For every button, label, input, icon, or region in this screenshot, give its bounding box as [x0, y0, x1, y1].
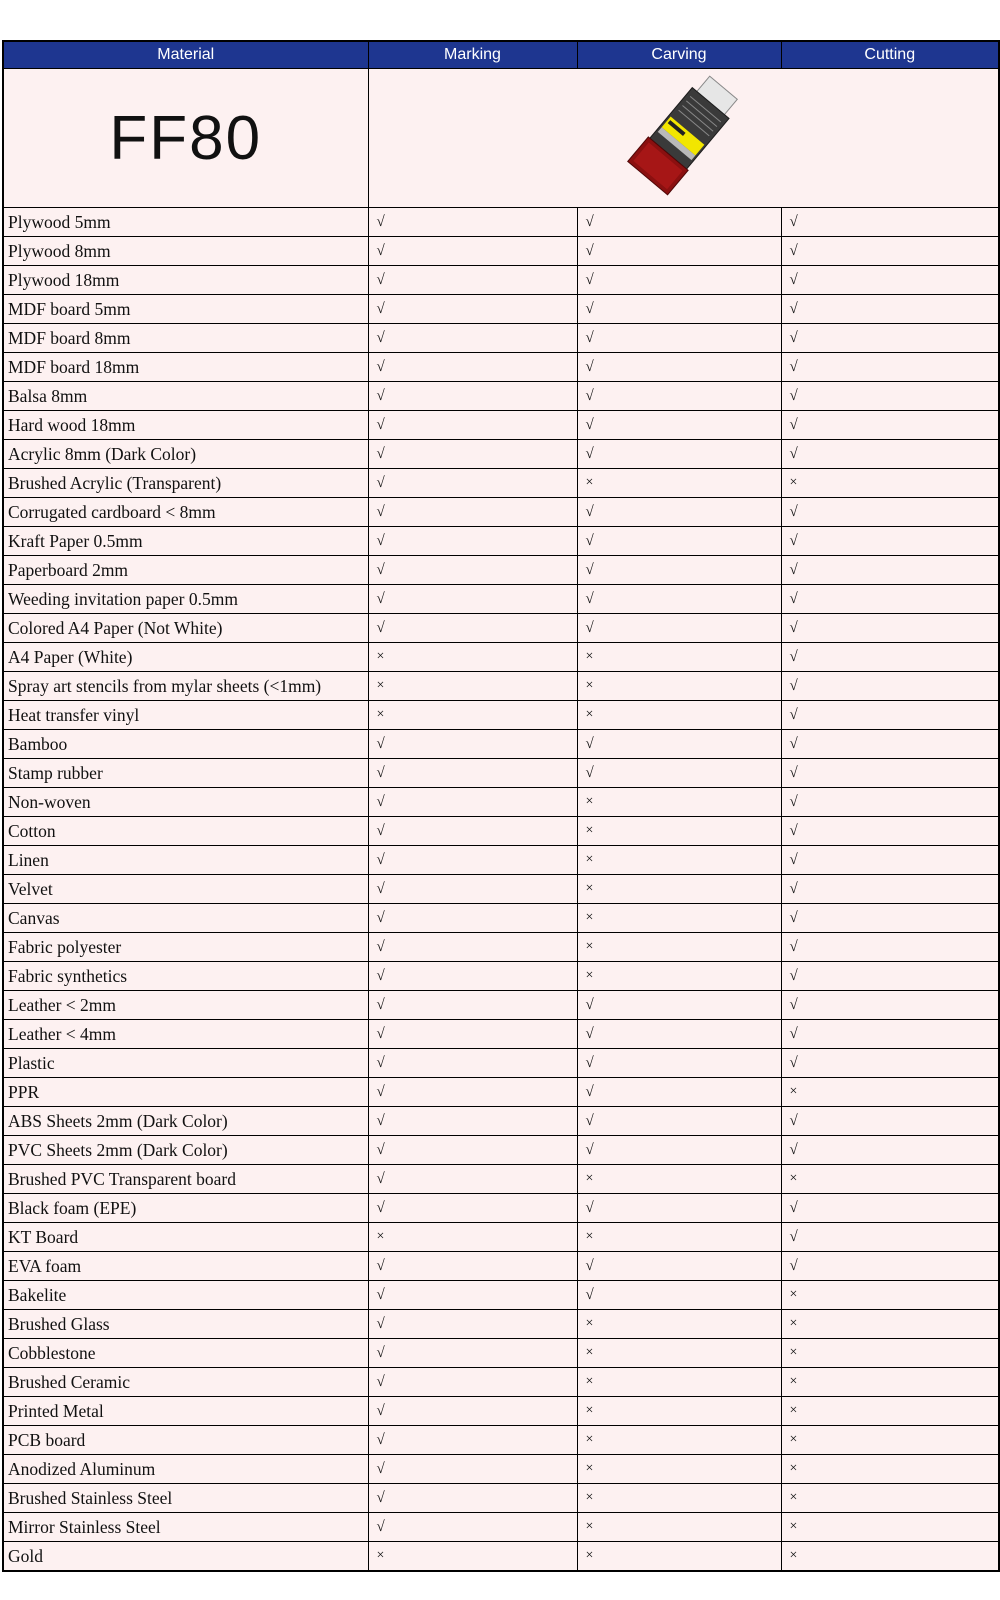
cutting-cell: ×: [781, 1368, 999, 1397]
carving-cell: ×: [577, 1542, 781, 1572]
table-row: [3, 933, 999, 962]
marking-cell: √: [368, 527, 577, 556]
carving-cell: √: [577, 1078, 781, 1107]
carving-cell: ×: [577, 1513, 781, 1542]
table-row: [3, 1339, 999, 1368]
marking-cell: √: [368, 904, 577, 933]
material-cell: MDF board 18mm: [3, 353, 368, 382]
carving-cell: √: [577, 266, 781, 295]
product-header: [3, 69, 999, 208]
cutting-cell: √: [781, 1252, 999, 1281]
table-row: [3, 440, 999, 469]
carving-cell: √: [577, 1194, 781, 1223]
cutting-cell: √: [781, 991, 999, 1020]
marking-cell: √: [368, 933, 577, 962]
marking-cell: √: [368, 1368, 577, 1397]
marking-cell: √: [368, 324, 577, 353]
marking-cell: √: [368, 1281, 577, 1310]
table-row: [3, 1136, 999, 1165]
cutting-cell: √: [781, 875, 999, 904]
cutting-cell: √: [781, 498, 999, 527]
table-row: [3, 875, 999, 904]
marking-cell: √: [368, 1455, 577, 1484]
marking-cell: √: [368, 440, 577, 469]
cutting-cell: √: [781, 585, 999, 614]
table-row: [3, 353, 999, 382]
table-row: [3, 1484, 999, 1513]
marking-cell: ×: [368, 643, 577, 672]
carving-cell: √: [577, 759, 781, 788]
column-header-row: [3, 41, 999, 69]
header-marking: Marking: [368, 41, 577, 69]
cutting-cell: √: [781, 788, 999, 817]
cutting-cell: √: [781, 440, 999, 469]
carving-cell: √: [577, 1107, 781, 1136]
marking-cell: ×: [368, 701, 577, 730]
carving-cell: √: [577, 1020, 781, 1049]
material-cell: Bakelite: [3, 1281, 368, 1310]
cutting-cell: √: [781, 904, 999, 933]
marking-cell: ×: [368, 1223, 577, 1252]
carving-cell: ×: [577, 788, 781, 817]
material-cell: Plywood 8mm: [3, 237, 368, 266]
table-row: [3, 527, 999, 556]
carving-cell: ×: [577, 1165, 781, 1194]
table-row: [3, 1426, 999, 1455]
marking-cell: √: [368, 556, 577, 585]
cutting-cell: √: [781, 643, 999, 672]
table-row: [3, 1107, 999, 1136]
carving-cell: ×: [577, 846, 781, 875]
cutting-cell: √: [781, 1194, 999, 1223]
carving-cell: √: [577, 498, 781, 527]
table-row: [3, 295, 999, 324]
header-carving: Carving: [577, 41, 781, 69]
marking-cell: √: [368, 585, 577, 614]
marking-cell: √: [368, 759, 577, 788]
table-row: [3, 1252, 999, 1281]
table-row: [3, 266, 999, 295]
carving-cell: √: [577, 237, 781, 266]
material-cell: Spray art stencils from mylar sheets (<1mm): [3, 672, 368, 701]
table-row: [3, 817, 999, 846]
cutting-cell: √: [781, 353, 999, 382]
material-cell: Paperboard 2mm: [3, 556, 368, 585]
marking-cell: √: [368, 1310, 577, 1339]
cutting-cell: √: [781, 672, 999, 701]
material-cell: Black foam (EPE): [3, 1194, 368, 1223]
marking-cell: √: [368, 962, 577, 991]
carving-cell: √: [577, 730, 781, 759]
cutting-cell: √: [781, 295, 999, 324]
header-cutting: Cutting: [781, 41, 999, 69]
material-compatibility-table: [2, 40, 1000, 1572]
marking-cell: √: [368, 382, 577, 411]
material-cell: Gold: [3, 1542, 368, 1572]
marking-cell: √: [368, 1194, 577, 1223]
material-cell: KT Board: [3, 1223, 368, 1252]
material-cell: Plywood 5mm: [3, 208, 368, 237]
material-cell: Anodized Aluminum: [3, 1455, 368, 1484]
material-cell: Canvas: [3, 904, 368, 933]
material-cell: Brushed Acrylic (Transparent): [3, 469, 368, 498]
carving-cell: ×: [577, 1339, 781, 1368]
material-cell: Kraft Paper 0.5mm: [3, 527, 368, 556]
marking-cell: √: [368, 875, 577, 904]
material-cell: Plywood 18mm: [3, 266, 368, 295]
table-row: [3, 1281, 999, 1310]
cutting-cell: ×: [781, 1078, 999, 1107]
marking-cell: √: [368, 1049, 577, 1078]
carving-cell: √: [577, 382, 781, 411]
material-cell: Brushed Ceramic: [3, 1368, 368, 1397]
product-title: FF80: [3, 69, 368, 208]
carving-cell: ×: [577, 1426, 781, 1455]
table-row: [3, 1194, 999, 1223]
carving-cell: ×: [577, 904, 781, 933]
carving-cell: √: [577, 527, 781, 556]
table-row: [3, 991, 999, 1020]
material-cell: Corrugated cardboard < 8mm: [3, 498, 368, 527]
marking-cell: √: [368, 1339, 577, 1368]
marking-cell: √: [368, 1252, 577, 1281]
marking-cell: ×: [368, 1542, 577, 1572]
table-row: [3, 904, 999, 933]
marking-cell: √: [368, 208, 577, 237]
carving-cell: ×: [577, 933, 781, 962]
carving-cell: ×: [577, 701, 781, 730]
table-row: [3, 556, 999, 585]
marking-cell: ×: [368, 672, 577, 701]
cutting-cell: ×: [781, 1513, 999, 1542]
material-cell: Printed Metal: [3, 1397, 368, 1426]
carving-cell: √: [577, 411, 781, 440]
marking-cell: √: [368, 846, 577, 875]
cutting-cell: √: [781, 759, 999, 788]
marking-cell: √: [368, 817, 577, 846]
table-row: [3, 1368, 999, 1397]
material-cell: MDF board 5mm: [3, 295, 368, 324]
carving-cell: √: [577, 614, 781, 643]
material-cell: ABS Sheets 2mm (Dark Color): [3, 1107, 368, 1136]
material-cell: Velvet: [3, 875, 368, 904]
cutting-cell: ×: [781, 1281, 999, 1310]
cutting-cell: ×: [781, 1542, 999, 1572]
cutting-cell: ×: [781, 1310, 999, 1339]
table-row: [3, 672, 999, 701]
cutting-cell: √: [781, 411, 999, 440]
table-row: [3, 614, 999, 643]
marking-cell: √: [368, 295, 577, 324]
cutting-cell: √: [781, 1223, 999, 1252]
marking-cell: √: [368, 469, 577, 498]
cutting-cell: ×: [781, 1165, 999, 1194]
table-row: [3, 1397, 999, 1426]
marking-cell: √: [368, 266, 577, 295]
material-cell: Cotton: [3, 817, 368, 846]
carving-cell: ×: [577, 1455, 781, 1484]
cutting-cell: ×: [781, 1426, 999, 1455]
table-row: [3, 1542, 999, 1572]
marking-cell: √: [368, 1136, 577, 1165]
carving-cell: √: [577, 208, 781, 237]
material-cell: Plastic: [3, 1049, 368, 1078]
table-row: [3, 730, 999, 759]
carving-cell: ×: [577, 1484, 781, 1513]
cutting-cell: ×: [781, 1339, 999, 1368]
marking-cell: √: [368, 614, 577, 643]
material-cell: PVC Sheets 2mm (Dark Color): [3, 1136, 368, 1165]
cutting-cell: √: [781, 933, 999, 962]
table-row: [3, 382, 999, 411]
carving-cell: √: [577, 440, 781, 469]
cutting-cell: ×: [781, 1484, 999, 1513]
cutting-cell: √: [781, 1107, 999, 1136]
table-row: [3, 701, 999, 730]
material-cell: Colored A4 Paper (Not White): [3, 614, 368, 643]
material-cell: Mirror Stainless Steel: [3, 1513, 368, 1542]
table-row: [3, 498, 999, 527]
material-cell: Leather < 4mm: [3, 1020, 368, 1049]
material-cell: Heat transfer vinyl: [3, 701, 368, 730]
material-cell: MDF board 8mm: [3, 324, 368, 353]
cutting-cell: √: [781, 1136, 999, 1165]
carving-cell: ×: [577, 817, 781, 846]
table-row: [3, 585, 999, 614]
table-row: [3, 1223, 999, 1252]
carving-cell: ×: [577, 643, 781, 672]
material-cell: Stamp rubber: [3, 759, 368, 788]
header-material: Material: [3, 41, 368, 69]
carving-cell: √: [577, 1281, 781, 1310]
cutting-cell: √: [781, 614, 999, 643]
marking-cell: √: [368, 730, 577, 759]
compatibility-table-container: [2, 40, 998, 1572]
carving-cell: √: [577, 295, 781, 324]
marking-cell: √: [368, 1107, 577, 1136]
table-row: [3, 1078, 999, 1107]
material-cell: Hard wood 18mm: [3, 411, 368, 440]
table-row: [3, 759, 999, 788]
material-cell: Leather < 2mm: [3, 991, 368, 1020]
marking-cell: √: [368, 1397, 577, 1426]
cutting-cell: √: [781, 962, 999, 991]
material-cell: Bamboo: [3, 730, 368, 759]
carving-cell: √: [577, 324, 781, 353]
carving-cell: ×: [577, 1310, 781, 1339]
cutting-cell: √: [781, 237, 999, 266]
table-row: [3, 237, 999, 266]
cutting-cell: ×: [781, 1455, 999, 1484]
cutting-cell: √: [781, 556, 999, 585]
material-cell: Fabric synthetics: [3, 962, 368, 991]
carving-cell: √: [577, 556, 781, 585]
carving-cell: ×: [577, 469, 781, 498]
material-cell: Brushed Glass: [3, 1310, 368, 1339]
table-row: [3, 643, 999, 672]
cutting-cell: √: [781, 266, 999, 295]
cutting-cell: √: [781, 1049, 999, 1078]
material-cell: Acrylic 8mm (Dark Color): [3, 440, 368, 469]
cutting-cell: √: [781, 208, 999, 237]
table-row: [3, 1455, 999, 1484]
material-cell: A4 Paper (White): [3, 643, 368, 672]
cutting-cell: √: [781, 324, 999, 353]
cutting-cell: √: [781, 1020, 999, 1049]
table-row: [3, 788, 999, 817]
marking-cell: √: [368, 1484, 577, 1513]
material-cell: Linen: [3, 846, 368, 875]
table-row: [3, 324, 999, 353]
material-cell: Brushed PVC Transparent board: [3, 1165, 368, 1194]
marking-cell: √: [368, 1426, 577, 1455]
material-cell: Balsa 8mm: [3, 382, 368, 411]
table-row: [3, 1310, 999, 1339]
table-row: [3, 1049, 999, 1078]
table-row: [3, 469, 999, 498]
carving-cell: ×: [577, 672, 781, 701]
carving-cell: ×: [577, 1397, 781, 1426]
marking-cell: √: [368, 498, 577, 527]
cutting-cell: √: [781, 817, 999, 846]
cutting-cell: √: [781, 846, 999, 875]
material-cell: Brushed Stainless Steel: [3, 1484, 368, 1513]
carving-cell: √: [577, 991, 781, 1020]
carving-cell: √: [577, 1136, 781, 1165]
material-cell: PPR: [3, 1078, 368, 1107]
carving-cell: ×: [577, 962, 781, 991]
table-row: [3, 846, 999, 875]
cutting-cell: √: [781, 382, 999, 411]
cutting-cell: ×: [781, 1397, 999, 1426]
laser-module-image: [613, 71, 753, 201]
table-row: [3, 1513, 999, 1542]
cutting-cell: √: [781, 701, 999, 730]
carving-cell: ×: [577, 1223, 781, 1252]
table-row: [3, 1165, 999, 1194]
carving-cell: √: [577, 1049, 781, 1078]
carving-cell: ×: [577, 875, 781, 904]
marking-cell: √: [368, 237, 577, 266]
marking-cell: √: [368, 1513, 577, 1542]
material-cell: Weeding invitation paper 0.5mm: [3, 585, 368, 614]
carving-cell: ×: [577, 1368, 781, 1397]
material-cell: EVA foam: [3, 1252, 368, 1281]
table-row: [3, 208, 999, 237]
carving-cell: √: [577, 585, 781, 614]
marking-cell: √: [368, 1078, 577, 1107]
table-row: [3, 411, 999, 440]
table-body: [3, 208, 999, 1572]
carving-cell: √: [577, 1252, 781, 1281]
carving-cell: √: [577, 353, 781, 382]
marking-cell: √: [368, 788, 577, 817]
material-cell: Non-woven: [3, 788, 368, 817]
product-image-cell: [368, 69, 999, 208]
table-row: [3, 1020, 999, 1049]
material-cell: Cobblestone: [3, 1339, 368, 1368]
table-row: [3, 962, 999, 991]
material-cell: Fabric polyester: [3, 933, 368, 962]
marking-cell: √: [368, 411, 577, 440]
cutting-cell: √: [781, 527, 999, 556]
marking-cell: √: [368, 353, 577, 382]
material-cell: PCB board: [3, 1426, 368, 1455]
cutting-cell: √: [781, 730, 999, 759]
marking-cell: √: [368, 991, 577, 1020]
cutting-cell: ×: [781, 469, 999, 498]
marking-cell: √: [368, 1020, 577, 1049]
marking-cell: √: [368, 1165, 577, 1194]
